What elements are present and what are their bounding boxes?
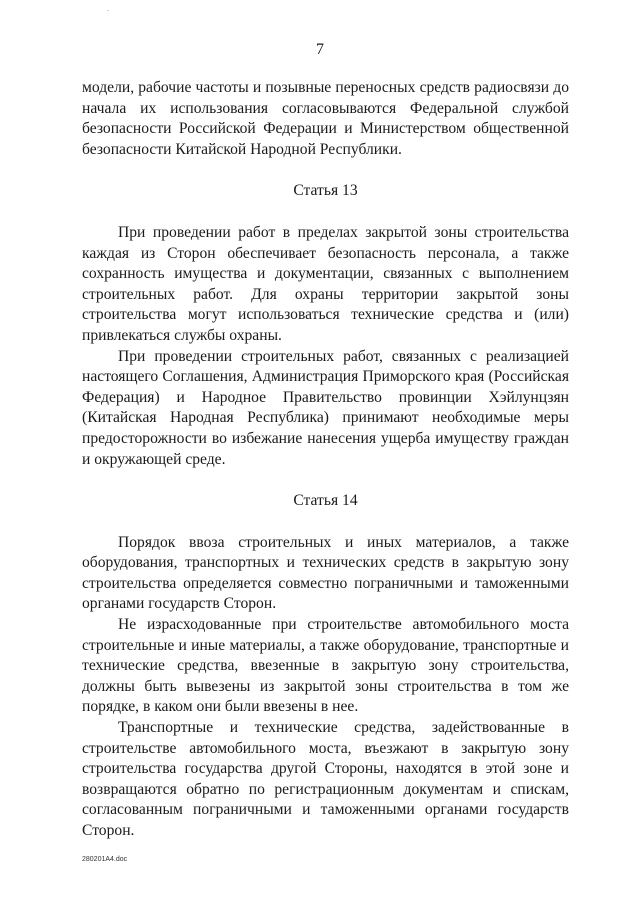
article-13-heading: Статья 13 bbox=[293, 182, 358, 200]
page-number: 7 bbox=[316, 41, 324, 58]
article-14-paragraph-1: Порядок ввоза строительных и иных материалов, а также оборудования, транспортных и технических средств в закрытую зону строительства определяется совместно пограничными и таможенными органами государств Сторон. bbox=[82, 533, 569, 613]
article-14-heading: Статья 14 bbox=[293, 492, 358, 510]
article-14-paragraph-2: Не израсходованные при строительстве автомобильного моста строительные и иные материалы, а также оборудование, транспортные и технические средства, ввезенные в закрытую зону строительства, должны быть вывезены из закрытой зоны строительства в том же порядке, в каком они были ввезены в нее. bbox=[82, 616, 569, 716]
document-body bbox=[82, 78, 569, 842]
article-13-paragraph-1: При проведении работ в пределах закрытой зоны строительства каждая из Сторон обеспечивает безопасность персонала, а также сохранность имущества и документации, связанных с выполнением строительных работ. Для охраны территории закрытой зоны строительства могут использоваться технические средства и (или) привлекаться службы охраны. bbox=[82, 223, 569, 344]
article-14-paragraph-3: Транспортные и технические средства, задействованные в строительстве автомобильного моста, въезжают в закрытую зону строительства государства другой Стороны, находятся в этой зоне и возвращаются обратно по регистрационным документам и спискам, согласованным пограничными и таможенными органами государств Сторон. bbox=[82, 719, 569, 839]
corner-mark: - bbox=[107, 8, 109, 14]
continuation-paragraph: модели, рабочие частоты и позывные переносных средств радиосвязи до начала их использования согласовываются Федеральной службой безопасности Российской Федерации и Министерством общественной безопасности Китайской Народной Республики. bbox=[82, 79, 569, 158]
article-13-paragraph-2: При проведении строительных работ, связанных с реализацией настоящего Соглашения, Администрация Приморского края (Российская Федерация) и Народное Правительство провинции Хэйлунцзян (Китайская Народная Республика) принимают необходимые меры предосторожности во избежание нанесения ущерба имуществу граждан и окружающей среде. bbox=[82, 347, 569, 468]
footer-file-code: 280201A4.doc bbox=[82, 856, 128, 863]
